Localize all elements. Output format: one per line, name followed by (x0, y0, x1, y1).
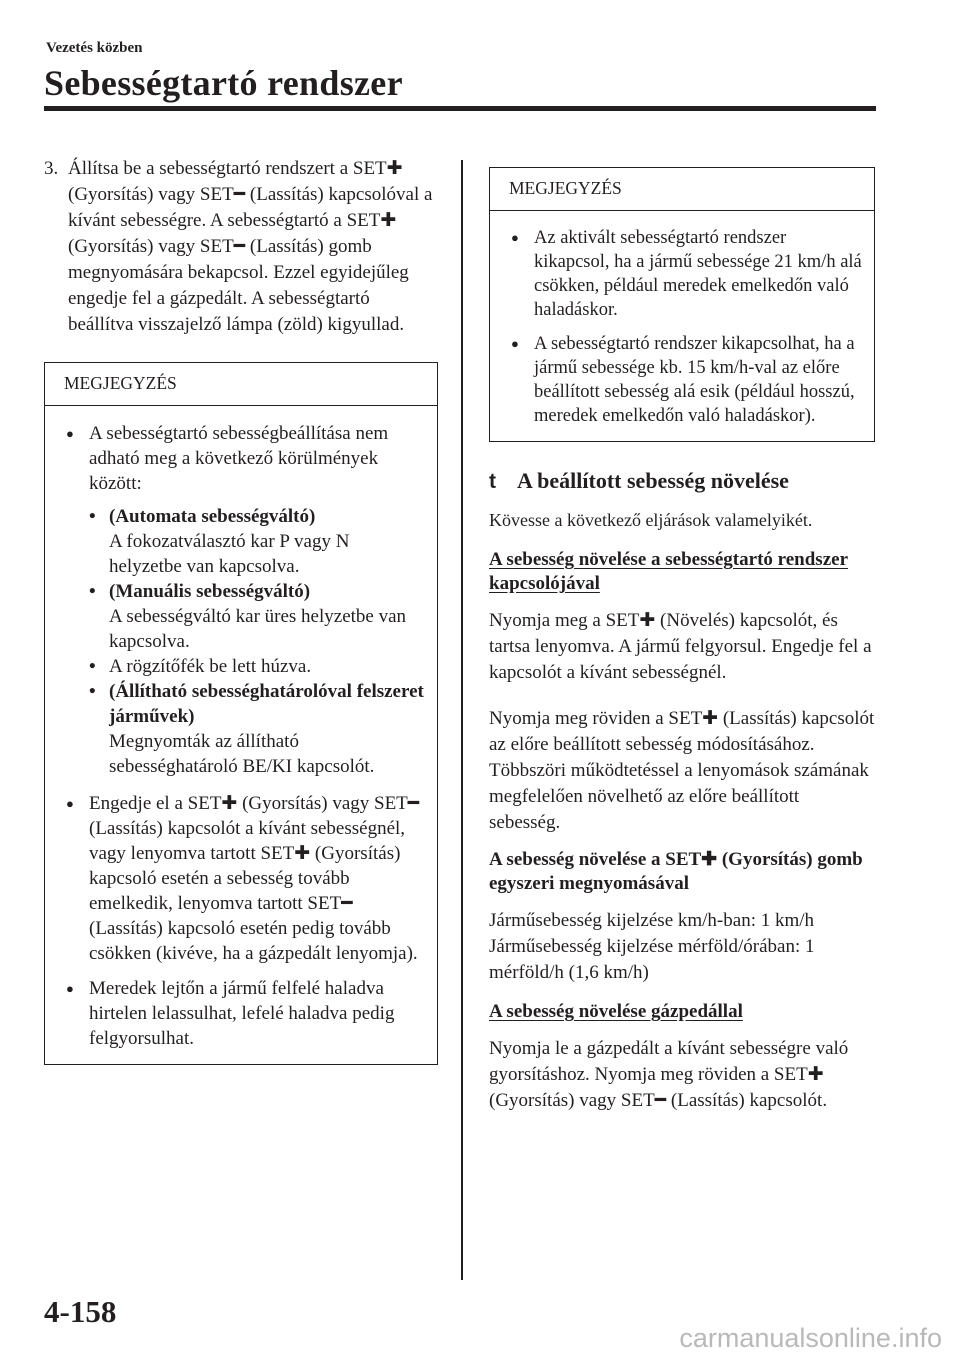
bullet-text: A sebességtartó rendszer kikapcsolhat, ha a jármű sebessége kb. 15 km/h-val az előre beállított sebesség alá esik (például hosszú, meredek emelkedőn való haladáskor). (534, 334, 855, 426)
step-number: 3. (44, 158, 59, 179)
sub-bullet (89, 579, 425, 654)
sub-bullet (89, 504, 425, 579)
speed-step-kmh: Járműsebesség kijelzése km/h-ban: 1 km/h (489, 910, 815, 931)
sub-bullet (89, 654, 425, 679)
bullet-text: Az aktivált sebességtartó rendszer kikapcsol, ha a jármű sebessége 21 km/h alá csökken, például meredek emelkedőn való haladáskor. (534, 228, 862, 320)
note-bullet (63, 421, 425, 781)
bullet-mark: ● (66, 981, 74, 996)
bullet-text: Engedje el a SET✚ (Gyorsítás) vagy SET━ (Lassítás) kapcsolót a kívánt sebességnél, vagy lenyomva tartott SET✚ (Gyorsítás) kapcsoló esetén a sebesség tovább emelkedik, lenyomva tartott SET━ (Lassítás) kapcsoló esetén pedig tovább csökken (kivéve, ha a gázpedált lenyomja). (89, 793, 420, 964)
note-bullet (508, 226, 862, 322)
note-heading: MEGJEGYZÉS (45, 363, 437, 406)
sub-bullet-mark: • (89, 581, 96, 602)
bullet-mark: ● (66, 796, 74, 811)
sub-bullet-title: (Automata sebességváltó) (109, 506, 316, 527)
sub-bullet-title: (Állítható sebességhatárolóval felszeret járművek) (109, 681, 424, 727)
paragraph: Nyomja le a gázpedált a kívánt sebességre való gyorsításhoz. Nyomja meg röviden a SET✚ (Gyorsítás) vagy SET━ (Lassítás) kapcsolót. (489, 1038, 849, 1111)
note-box-left (44, 362, 438, 1065)
sub-bullet-mark: • (89, 681, 96, 702)
sub-bullet-text: A sebességváltó kar üres helyzetbe van kapcsolva. (109, 606, 407, 652)
intro-text: Kövesse a következő eljárások valamelyikét. (489, 510, 813, 530)
section-label: Vezetés közben (46, 40, 143, 56)
sub-bullet (89, 679, 425, 779)
subheading-single-press: A sebesség növelése a SET✚ (Gyorsítás) gomb egyszeri megnyomásával (489, 849, 863, 894)
bullet-mark: ● (66, 426, 74, 441)
note-bullet (63, 791, 425, 966)
bullet-text: Meredek lejtőn a jármű felfelé haladva hirtelen lelassulhat, lefelé haladva pedig felgyorsulhat. (89, 978, 395, 1049)
title-rule (44, 106, 876, 111)
speed-step-mph: Járműsebesség kijelzése mérföld/órában: 1 mérföld/h (1,6 km/h) (489, 936, 815, 983)
heading-marker-icon: t (489, 470, 496, 493)
sub-bullet-mark: • (89, 656, 96, 677)
sub-bullet-mark: • (89, 506, 96, 527)
watermark: carmanualsonline.info (679, 1323, 942, 1353)
note-body (490, 211, 874, 441)
bullet-mark: ● (511, 230, 519, 245)
note-heading: MEGJEGYZÉS (490, 168, 874, 211)
right-column (489, 167, 875, 1114)
section-heading (489, 468, 875, 494)
sub-bullet-title: (Manuális sebességváltó) (109, 581, 311, 602)
heading-text: A beállított sebesség növelése (517, 468, 789, 493)
paragraph: Nyomja meg röviden a SET✚ (Lassítás) kapcsolót az előre beállított sebesség módosításához. Többszöri működtetéssel a lenyomások számának megfelelően növelhető az előre beállított sebesség. (489, 708, 875, 833)
paragraph: Nyomja meg a SET✚ (Növelés) kapcsolót, és tartsa lenyomva. A jármű felgyorsul. Engedje fel a kapcsolót a kívánt sebességnél. (489, 610, 872, 683)
note-bullet (508, 332, 862, 428)
left-column (44, 156, 438, 1065)
column-divider (461, 160, 463, 1280)
note-box-right (489, 167, 875, 442)
sub-list (89, 504, 425, 779)
subheading-switch: A sebesség növelése a sebességtartó rendszer kapcsolójával (489, 549, 848, 594)
sub-bullet-text: A fokozatválasztó kar P vagy N helyzetbe van kapcsolva. (109, 531, 350, 577)
step-3 (44, 156, 438, 338)
step-text: Állítsa be a sebességtartó rendszert a SET✚ (Gyorsítás) vagy SET━ (Lassítás) kapcsolóval a kívánt sebességre. A sebességtartó a SET✚ (Gyorsítás) vagy SET━ (Lassítás) gomb megnyomására bekapcsol. Ezzel egyidejűleg engedje fel a gázpedált. A sebességtartó beállítva visszajelző lámpa (zöld) kigyullad. (68, 158, 433, 335)
bullet-text: A sebességtartó sebességbeállítása nem adható meg a következő körülmények között: (89, 423, 389, 494)
subheading-accelerator: A sebesség növelése gázpedállal (489, 1001, 743, 1022)
bullet-mark: ● (511, 336, 519, 351)
sub-bullet-text: A rögzítőfék be lett húzva. (109, 656, 312, 677)
note-bullet (63, 976, 425, 1051)
page-title: Sebességtartó rendszer (44, 63, 403, 103)
sub-bullet-text: Megnyomták az állítható sebességhatároló BE/KI kapcsolót. (109, 731, 375, 777)
note-body (45, 406, 437, 1064)
page-number: 4-158 (44, 1294, 117, 1329)
